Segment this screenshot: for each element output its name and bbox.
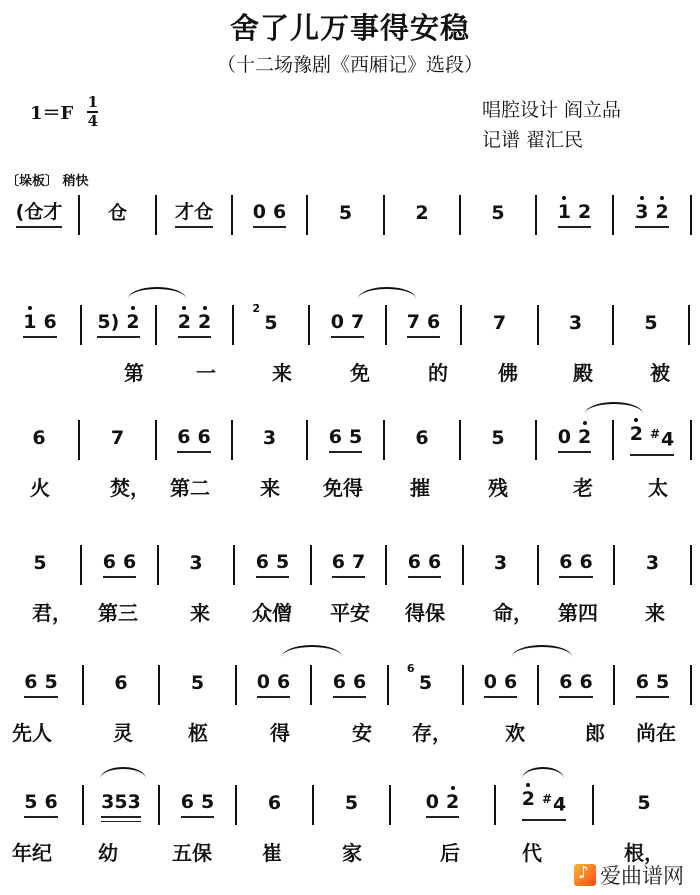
note: 5 (637, 792, 651, 814)
time-numerator: 1 (87, 93, 99, 111)
lyric: 存， (412, 721, 452, 745)
measure (464, 665, 537, 705)
lyric: 君， (32, 601, 72, 625)
note: 6 (353, 671, 367, 693)
note: 6 (559, 671, 573, 693)
note-group (24, 792, 57, 818)
note: 6 (579, 551, 593, 573)
measure (160, 665, 235, 705)
note: 5 (491, 202, 505, 224)
lyric: 命， (493, 601, 533, 625)
note-group (332, 552, 365, 578)
measure (310, 305, 385, 345)
grace-note: 6 (406, 662, 415, 675)
note-group (263, 428, 276, 452)
note: 6 (32, 427, 46, 449)
measure (496, 785, 592, 825)
note-group (177, 427, 210, 453)
note-group (97, 312, 139, 338)
note-group (175, 202, 213, 228)
lyric: 来 (260, 476, 280, 500)
note: 6 (123, 551, 137, 573)
note-group (253, 202, 286, 228)
music-note-icon (574, 864, 596, 886)
note: 2 (126, 311, 140, 333)
note: 5 (33, 552, 47, 574)
measure (237, 665, 310, 705)
lyric: 幼 (98, 841, 118, 865)
measure (234, 302, 308, 345)
lyric: 崔 (262, 841, 282, 865)
measure (539, 305, 612, 345)
note: 2 (578, 426, 592, 448)
note-group (24, 672, 57, 698)
score-title: 舍了儿万事得安稳 (229, 11, 470, 45)
note-group (178, 312, 211, 338)
note-group (559, 552, 592, 578)
note: 5 (418, 672, 433, 694)
note: 7 (351, 311, 365, 333)
lyric: 平安 (330, 601, 370, 625)
credit-notation: 记谱 翟汇民 (482, 129, 584, 151)
measure (308, 195, 383, 235)
watermark-text: 爱曲谱网 (600, 864, 684, 888)
note-group (339, 203, 352, 227)
score-row (0, 545, 700, 655)
note-group (256, 552, 289, 578)
note: 5 (491, 427, 505, 449)
note: 5 (44, 671, 58, 693)
score-row (0, 195, 700, 305)
measure (614, 195, 690, 235)
note: 5 (349, 426, 363, 448)
note-group (522, 789, 567, 820)
measure (385, 420, 459, 460)
lyric: 家 (342, 841, 362, 865)
note: 6 (197, 426, 211, 448)
note: 6 (273, 201, 287, 223)
note: 6 (43, 311, 57, 333)
lyric: 先人 (12, 721, 52, 745)
note-group (636, 672, 669, 698)
note: 2 (522, 789, 535, 814)
note: 0 (557, 426, 571, 448)
measure (159, 545, 233, 585)
lyric: 五保 (172, 841, 212, 865)
note: 6 (559, 551, 573, 573)
measure (233, 420, 306, 460)
note: 2 (198, 311, 212, 333)
note-group (108, 203, 127, 227)
note: 353 (101, 791, 141, 813)
note: 6 (579, 671, 593, 693)
tempo-marking: 〔垛板〕 稍快 (6, 174, 89, 189)
note-group (257, 672, 290, 698)
note: 7 (110, 427, 125, 449)
lyric: 太 (648, 476, 668, 500)
measure (387, 305, 460, 345)
measure (80, 195, 155, 235)
note-group (331, 312, 364, 338)
note: 3 (645, 552, 660, 574)
lyric: 被 (650, 361, 670, 385)
note: 6 (427, 311, 441, 333)
lyric: 后 (440, 841, 460, 865)
note: 仓 (107, 202, 127, 224)
note: 5 (644, 312, 658, 334)
key-signature (30, 95, 98, 129)
measure (594, 785, 694, 825)
note-group (181, 792, 214, 818)
measure (308, 420, 383, 460)
measure (314, 785, 389, 825)
measure (461, 420, 535, 460)
note-group (644, 313, 657, 337)
watermark (574, 860, 684, 890)
barline (690, 195, 692, 235)
note-group (415, 203, 428, 227)
note: 3 (568, 312, 583, 334)
note: 6 (102, 551, 116, 573)
measure (0, 305, 80, 345)
measure (537, 420, 612, 460)
note-group (559, 672, 592, 698)
note: 6 (114, 672, 128, 694)
measure (160, 785, 235, 825)
note: 5 (656, 671, 670, 693)
note-group (191, 673, 204, 697)
note-group (252, 302, 278, 337)
note: 0 (483, 671, 497, 693)
note-group (101, 792, 141, 818)
lyric: 第三 (98, 601, 138, 625)
measure (84, 665, 158, 705)
lyric: 来 (272, 361, 292, 385)
credits (482, 95, 621, 155)
note: 0 (425, 791, 439, 813)
lyric: 殿 (573, 361, 593, 385)
measure (539, 545, 613, 585)
measure (82, 305, 155, 345)
note-group (408, 552, 441, 578)
note: 1 (557, 201, 571, 223)
measure (615, 665, 690, 705)
note: (仓才 (15, 201, 63, 223)
note: 2 (578, 201, 592, 223)
lyric: 来 (645, 601, 665, 625)
measure (614, 305, 688, 345)
note: 6 (44, 791, 58, 813)
measure (84, 785, 158, 825)
lyric: 摧 (410, 476, 430, 500)
note: 6 (24, 671, 38, 693)
lyric: 得 (270, 721, 290, 745)
measure (80, 420, 155, 460)
note-group (484, 672, 517, 698)
note: 5 (338, 202, 353, 224)
note-group (415, 428, 428, 452)
note-group (630, 424, 675, 455)
measure (461, 195, 535, 235)
note: 1 (23, 311, 37, 333)
note-group (189, 553, 202, 577)
lyric: 众僧 (252, 601, 292, 625)
lyric: 安 (352, 721, 372, 745)
note: 7 (352, 551, 366, 573)
measure (387, 545, 462, 585)
barline (690, 545, 692, 585)
measure (0, 195, 78, 235)
lyric: 灵 (113, 721, 133, 745)
note: 6 (635, 671, 649, 693)
lyric: 第 (124, 361, 144, 385)
note: 0 (256, 671, 270, 693)
note: #4 (541, 792, 567, 816)
measure (391, 785, 494, 825)
note-group (491, 428, 504, 452)
measure (389, 662, 462, 705)
barline (690, 665, 692, 705)
note: 2 (655, 201, 669, 223)
note: 2 (630, 424, 643, 449)
note-group (407, 312, 440, 338)
measure (312, 545, 385, 585)
note: 0 (252, 201, 266, 223)
note: 6 (415, 427, 429, 449)
sharp-icon: # (541, 792, 553, 807)
measure (82, 545, 157, 585)
note: 5 (201, 791, 215, 813)
grace-note: 2̇ (252, 302, 261, 315)
lyric: 佛 (498, 361, 518, 385)
measure (0, 545, 80, 585)
key-label: 1＝F (30, 103, 74, 124)
lyric: 代 (522, 841, 542, 865)
note: 3 (262, 427, 277, 449)
note-group (268, 793, 281, 817)
note-group (33, 553, 46, 577)
score-row (0, 420, 700, 530)
measure (539, 665, 613, 705)
note: 2 (177, 311, 191, 333)
note: 3 (189, 552, 203, 574)
measure (157, 195, 231, 235)
note: 6 (331, 551, 345, 573)
lyric: 来 (190, 601, 210, 625)
lyric: 残 (488, 476, 508, 500)
note-group (111, 428, 124, 452)
score-row (0, 302, 700, 415)
note-group (646, 553, 659, 577)
note: 3 (635, 201, 649, 223)
note: 3 (493, 552, 508, 574)
note-group (558, 202, 591, 228)
measure (157, 305, 232, 345)
note: 5 (276, 551, 290, 573)
lyric: 年纪 (12, 841, 52, 865)
note-group (491, 203, 504, 227)
note-group (103, 552, 136, 578)
note: 2 (446, 791, 460, 813)
note-group (558, 427, 591, 453)
lyric: 第二 (170, 476, 210, 500)
measure (0, 785, 82, 825)
note: 6 (180, 791, 194, 813)
measure (537, 195, 612, 235)
lyric: 焚， (110, 476, 150, 500)
time-denominator: 4 (87, 112, 99, 130)
note-group (23, 312, 56, 338)
lyric: 得保 (405, 601, 445, 625)
measure (614, 420, 690, 460)
lyric: 火 (30, 476, 50, 500)
note: 6 (277, 671, 291, 693)
note-group (406, 662, 433, 697)
measure (312, 665, 387, 705)
note-group (637, 793, 650, 817)
measure (464, 545, 537, 585)
measure (237, 785, 312, 825)
measure (0, 420, 78, 460)
lyric: 柩 (188, 721, 208, 745)
credit-design: 唱腔设计 阎立品 (482, 99, 622, 121)
note-group (635, 202, 668, 228)
note: 6 (332, 671, 346, 693)
note-group (333, 672, 366, 698)
score-row (0, 662, 700, 775)
time-signature (87, 95, 98, 129)
note-group (16, 202, 63, 228)
lyric: 郎 (585, 721, 605, 745)
note: 6 (255, 551, 269, 573)
sharp-icon: # (649, 427, 661, 442)
note: 5 (344, 792, 359, 814)
lyric: 免 (350, 361, 370, 385)
note-group (114, 673, 127, 697)
note: 0 (330, 311, 344, 333)
note-group (426, 792, 459, 818)
note: 6 (328, 426, 342, 448)
note: 6 (177, 426, 191, 448)
lyric: 根， (624, 841, 664, 865)
measure (462, 305, 537, 345)
note: 才仓 (174, 201, 213, 223)
lyric: 欢 (505, 721, 525, 745)
note: 2 (415, 202, 429, 224)
note: 6 (428, 551, 442, 573)
barline (688, 305, 690, 345)
note: 7 (492, 312, 507, 334)
note-group (493, 313, 506, 337)
measure (157, 420, 231, 460)
measure (385, 195, 459, 235)
note-group (494, 553, 507, 577)
lyric: 尚在 (636, 721, 676, 745)
note-group (345, 793, 358, 817)
lyric: 免得 (323, 476, 363, 500)
lyric: 一 (196, 361, 216, 385)
note-group (32, 428, 45, 452)
note: 6 (407, 551, 421, 573)
note: 5) (97, 311, 120, 333)
score-subtitle: （十二场豫剧《西厢记》选段） (216, 54, 483, 76)
measure (0, 665, 82, 705)
note-group (569, 313, 582, 337)
note: #4 (649, 427, 675, 451)
measure (233, 195, 306, 235)
measure (235, 545, 310, 585)
note: 7 (406, 311, 420, 333)
note: 6 (267, 792, 282, 814)
lyric: 老 (573, 476, 593, 500)
measure (615, 545, 690, 585)
lyric: 的 (428, 361, 448, 385)
note-group (329, 427, 362, 453)
note: 6 (504, 671, 518, 693)
note: 5 (264, 312, 278, 334)
note: 5 (24, 791, 38, 813)
barline (690, 420, 692, 460)
note: 5 (190, 672, 205, 694)
lyric: 第四 (558, 601, 598, 625)
